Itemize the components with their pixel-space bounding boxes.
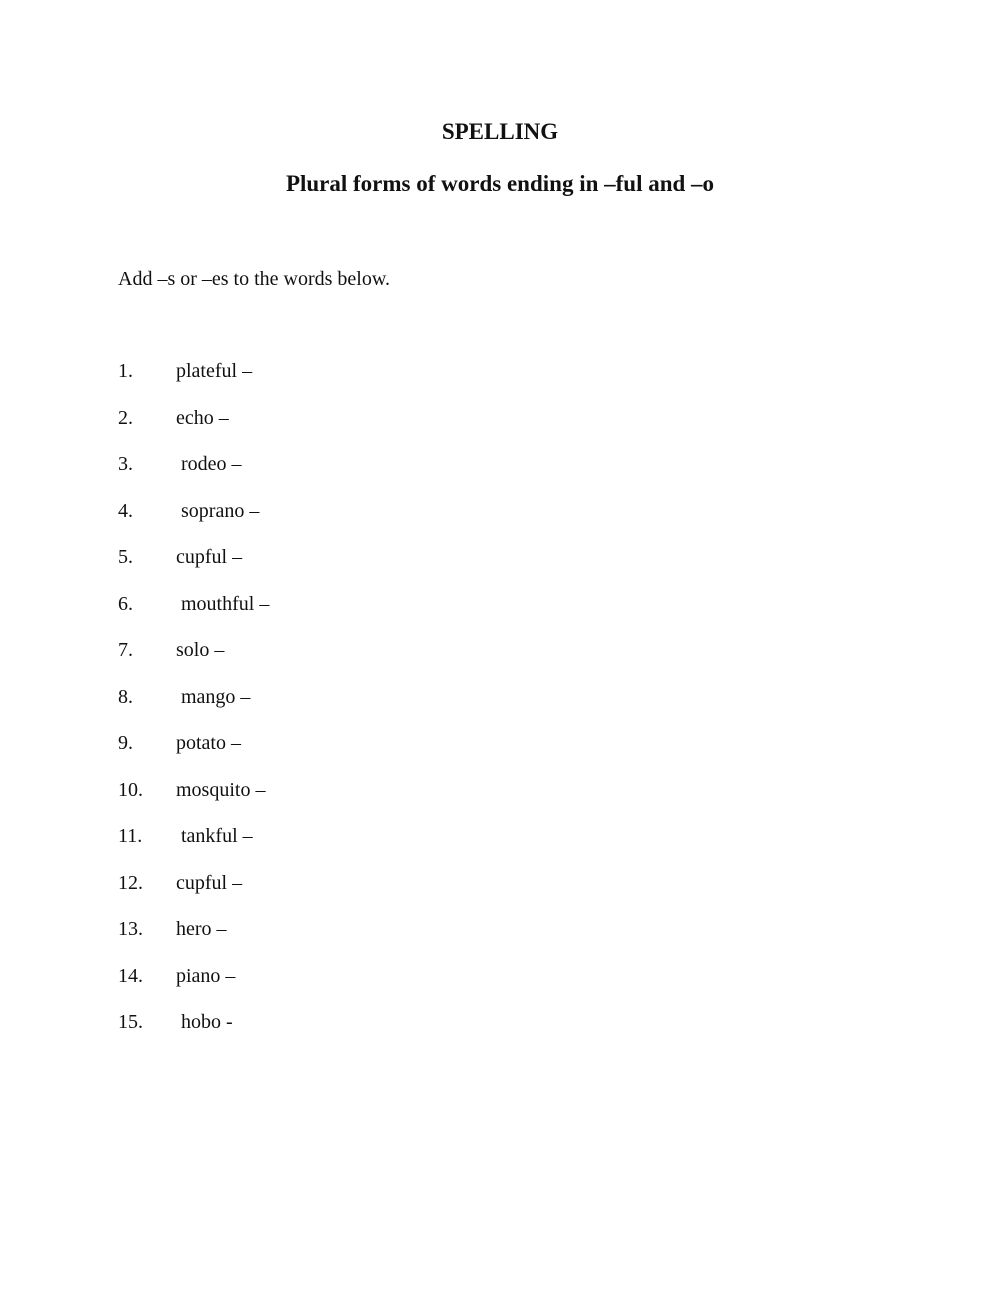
list-item (118, 1007, 269, 1054)
list-item (118, 868, 269, 915)
page-title: SPELLING (441, 119, 559, 144)
item-word: mango – (176, 685, 251, 708)
item-word: mouthful – (176, 592, 270, 615)
list-item (118, 542, 269, 589)
page-subtitle: Plural forms of words ending in –ful and –o (285, 171, 715, 196)
item-number: 6. (118, 592, 133, 615)
word-list (118, 356, 269, 1054)
item-number: 12. (118, 871, 143, 894)
instruction-text: Add –s or –es to the words below. (118, 268, 391, 290)
item-word: mosquito – (176, 778, 266, 801)
item-number: 11. (118, 825, 143, 847)
item-number: 4. (118, 499, 133, 522)
item-word: solo – (176, 639, 225, 661)
item-word: echo – (176, 406, 229, 429)
list-item (118, 821, 269, 868)
item-word: plateful – (176, 360, 253, 382)
item-number: 3. (118, 453, 133, 475)
item-number: 7. (118, 639, 133, 661)
list-item (118, 775, 269, 822)
list-item (118, 961, 269, 1008)
item-word: cupful – (176, 871, 243, 894)
item-number: 15. (118, 1011, 143, 1033)
item-word: soprano – (176, 499, 260, 522)
list-item (118, 914, 269, 961)
item-number: 13. (118, 918, 143, 940)
list-item (118, 728, 269, 775)
item-number: 10. (118, 778, 143, 801)
list-item (118, 449, 269, 496)
item-number: 8. (118, 685, 133, 708)
item-word: potato – (176, 732, 241, 754)
list-item (118, 682, 269, 729)
item-number: 2. (118, 406, 133, 429)
item-word: piano – (176, 964, 236, 987)
list-item (118, 589, 269, 636)
item-number: 9. (118, 732, 133, 754)
list-item (118, 403, 269, 450)
item-number: 1. (118, 360, 133, 382)
item-word: rodeo – (176, 453, 242, 475)
list-item (118, 356, 269, 403)
item-word: tankful – (176, 825, 253, 847)
item-word: cupful – (176, 546, 243, 568)
item-number: 14. (118, 964, 143, 987)
item-number: 5. (118, 546, 133, 568)
list-item (118, 496, 269, 543)
list-item (118, 635, 269, 682)
item-word: hero – (176, 918, 227, 940)
item-word: hobo - (176, 1011, 233, 1033)
